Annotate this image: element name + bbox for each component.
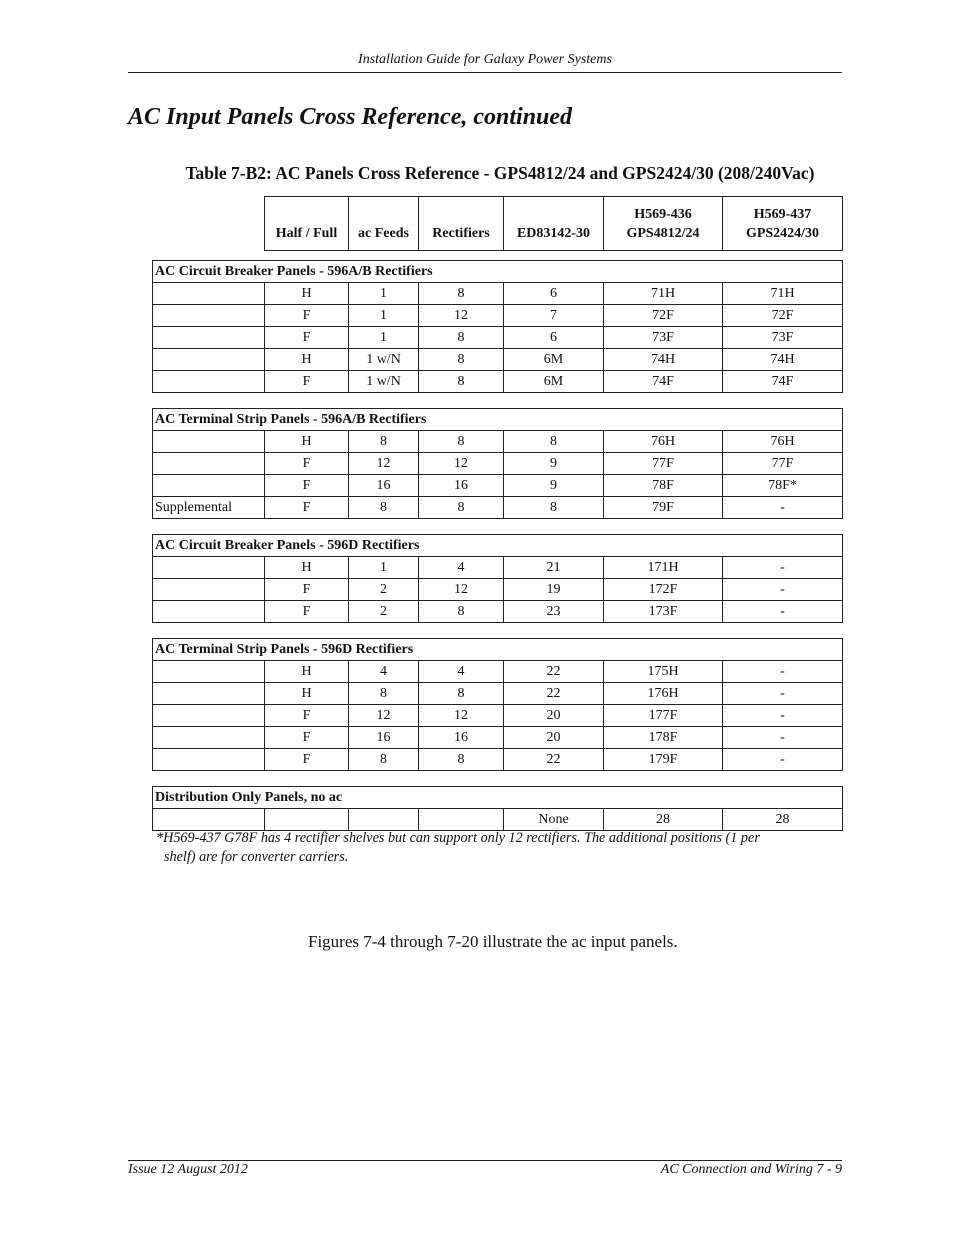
table-cell: F bbox=[265, 705, 349, 727]
table-cell: F bbox=[265, 305, 349, 327]
table-cell: 71H bbox=[723, 283, 843, 305]
table-cell: 172F bbox=[604, 579, 723, 601]
table-cell: None bbox=[504, 809, 604, 831]
page-title: AC Input Panels Cross Reference, continued bbox=[128, 104, 573, 130]
section-table bbox=[152, 260, 843, 393]
table-row bbox=[153, 453, 843, 475]
table-cell: 8 bbox=[419, 371, 504, 393]
table-row bbox=[153, 601, 843, 623]
table-cell: 28 bbox=[723, 809, 843, 831]
table-row bbox=[153, 661, 843, 683]
table-cell: 8 bbox=[419, 283, 504, 305]
table-cell: F bbox=[265, 727, 349, 749]
table-cell bbox=[153, 305, 265, 327]
table-cell: 78F bbox=[604, 475, 723, 497]
table-cell: 8 bbox=[349, 683, 419, 705]
table-cell: - bbox=[723, 497, 843, 519]
table-cell: 7 bbox=[504, 305, 604, 327]
table-cell: 8 bbox=[504, 497, 604, 519]
table-cell: 22 bbox=[504, 683, 604, 705]
section-table bbox=[152, 786, 843, 831]
table-cell: F bbox=[265, 371, 349, 393]
table-cell: 4 bbox=[419, 557, 504, 579]
table-cell: 28 bbox=[604, 809, 723, 831]
table-cell: 8 bbox=[349, 749, 419, 771]
table-cell: 8 bbox=[349, 497, 419, 519]
column-header-table bbox=[264, 196, 843, 251]
table-cell: 73F bbox=[723, 327, 843, 349]
table-cell bbox=[153, 705, 265, 727]
table-cell: 173F bbox=[604, 601, 723, 623]
table-cell bbox=[153, 283, 265, 305]
table-row bbox=[153, 327, 843, 349]
table-cell: Supplemental bbox=[153, 497, 265, 519]
table-cell: 71H bbox=[604, 283, 723, 305]
table-cell: 12 bbox=[419, 305, 504, 327]
footer-issue: Issue 12 August 2012 bbox=[128, 1162, 248, 1177]
table-cell: F bbox=[265, 475, 349, 497]
footer-page: AC Connection and Wiring 7 - 9 bbox=[660, 1162, 842, 1177]
table-cell: 4 bbox=[419, 661, 504, 683]
table-cell: - bbox=[723, 683, 843, 705]
section-table bbox=[152, 408, 843, 519]
footnote-line2: shelf) are for converter carriers. bbox=[164, 849, 349, 865]
table-cell: 6 bbox=[504, 283, 604, 305]
table-cell bbox=[153, 431, 265, 453]
table-row bbox=[153, 579, 843, 601]
table-row bbox=[153, 371, 843, 393]
table-cell bbox=[349, 809, 419, 831]
table-cell bbox=[153, 683, 265, 705]
table-cell: 16 bbox=[349, 475, 419, 497]
table-row bbox=[153, 683, 843, 705]
table-cell: 1 bbox=[349, 557, 419, 579]
table-cell: H bbox=[265, 349, 349, 371]
table-cell bbox=[153, 749, 265, 771]
table-cell: 22 bbox=[504, 749, 604, 771]
table-cell bbox=[153, 579, 265, 601]
table-cell: 178F bbox=[604, 727, 723, 749]
table-cell: 1 w/N bbox=[349, 371, 419, 393]
table-cell: 22 bbox=[504, 661, 604, 683]
section-title: Distribution Only Panels, no ac bbox=[153, 787, 843, 809]
table-cell: 177F bbox=[604, 705, 723, 727]
column-header-h569-437 bbox=[723, 197, 843, 251]
table-cell: 9 bbox=[504, 475, 604, 497]
table-cell bbox=[419, 809, 504, 831]
table-cell: 74F bbox=[604, 371, 723, 393]
table-cell: 12 bbox=[419, 705, 504, 727]
table-cell: 16 bbox=[419, 475, 504, 497]
table-cell: 72F bbox=[604, 305, 723, 327]
table-cell: 179F bbox=[604, 749, 723, 771]
table-cell: 8 bbox=[419, 683, 504, 705]
table-cell: 76H bbox=[723, 431, 843, 453]
table-cell: 20 bbox=[504, 705, 604, 727]
table-row bbox=[153, 349, 843, 371]
table-cell bbox=[153, 601, 265, 623]
table-cell: 6 bbox=[504, 327, 604, 349]
column-header-h569-436-line2: GPS4812/24 bbox=[626, 226, 700, 241]
table-cell: 8 bbox=[419, 749, 504, 771]
table-row bbox=[153, 557, 843, 579]
table-row bbox=[153, 705, 843, 727]
table-cell bbox=[153, 809, 265, 831]
table-cell bbox=[153, 371, 265, 393]
table-cell: F bbox=[265, 601, 349, 623]
table-cell: - bbox=[723, 601, 843, 623]
table-cell: F bbox=[265, 327, 349, 349]
column-header-half-full: Half / Full bbox=[265, 197, 349, 251]
table-cell: 76H bbox=[604, 431, 723, 453]
table-row bbox=[153, 305, 843, 327]
table-cell: H bbox=[265, 661, 349, 683]
table-row bbox=[153, 727, 843, 749]
table-cell: 8 bbox=[419, 349, 504, 371]
table-cell: H bbox=[265, 431, 349, 453]
table-cell: H bbox=[265, 683, 349, 705]
table-cell: F bbox=[265, 497, 349, 519]
table-cell: 6M bbox=[504, 349, 604, 371]
table-row bbox=[153, 283, 843, 305]
table-cell: 79F bbox=[604, 497, 723, 519]
footnote bbox=[156, 829, 836, 867]
column-header-h569-436-line1: H569-436 bbox=[634, 207, 692, 222]
table-row bbox=[153, 809, 843, 831]
table-cell: 12 bbox=[349, 453, 419, 475]
table-cell: 8 bbox=[349, 431, 419, 453]
table-cell: 8 bbox=[419, 431, 504, 453]
table-cell: 12 bbox=[349, 705, 419, 727]
table-cell: 171H bbox=[604, 557, 723, 579]
column-header-h569-437-line2: GPS2424/30 bbox=[745, 226, 820, 241]
section-table bbox=[152, 638, 843, 771]
table-cell: 9 bbox=[504, 453, 604, 475]
column-header-ac-feeds: ac Feeds bbox=[349, 197, 419, 251]
table-cell: 176H bbox=[604, 683, 723, 705]
table-cell: F bbox=[265, 453, 349, 475]
table-cell bbox=[153, 349, 265, 371]
table-cell: 19 bbox=[504, 579, 604, 601]
table-cell: 21 bbox=[504, 557, 604, 579]
table-cell bbox=[153, 475, 265, 497]
table-cell: 1 bbox=[349, 327, 419, 349]
table-cell: 16 bbox=[349, 727, 419, 749]
section-title: AC Terminal Strip Panels - 596D Rectifiers bbox=[153, 639, 843, 661]
table-cell: 8 bbox=[419, 327, 504, 349]
table-cell: 73F bbox=[604, 327, 723, 349]
table-cell: 77F bbox=[604, 453, 723, 475]
table-cell: H bbox=[265, 557, 349, 579]
table-cell: 6M bbox=[504, 371, 604, 393]
table-cell: H bbox=[265, 283, 349, 305]
table-cell: 77F bbox=[723, 453, 843, 475]
table-cell: 74F bbox=[723, 371, 843, 393]
table-cell: 8 bbox=[504, 431, 604, 453]
table-cell: 74H bbox=[604, 349, 723, 371]
table-cell: F bbox=[265, 749, 349, 771]
table-row bbox=[153, 497, 843, 519]
table-cell: - bbox=[723, 579, 843, 601]
table-cell: 175H bbox=[604, 661, 723, 683]
table-cell: - bbox=[723, 557, 843, 579]
table-cell: 20 bbox=[504, 727, 604, 749]
footer-rule bbox=[128, 1160, 842, 1161]
table-cell: 2 bbox=[349, 601, 419, 623]
table-cell bbox=[153, 661, 265, 683]
table-cell: 1 bbox=[349, 305, 419, 327]
table-cell bbox=[265, 809, 349, 831]
footnote-line1: *H569-437 G78F has 4 rectifier shelves but can support only 12 rectifiers. The additional positions (1 per bbox=[156, 830, 760, 846]
column-header-h569-437-line1: H569-437 bbox=[753, 207, 812, 222]
table-cell: 74H bbox=[723, 349, 843, 371]
table-cell: - bbox=[723, 727, 843, 749]
table-cell: 16 bbox=[419, 727, 504, 749]
column-header-rectifiers: Rectifiers bbox=[419, 197, 504, 251]
table-cell: 72F bbox=[723, 305, 843, 327]
table-cell: F bbox=[265, 579, 349, 601]
table-cell: 8 bbox=[419, 497, 504, 519]
table-cell: 2 bbox=[349, 579, 419, 601]
table-cell: 12 bbox=[419, 453, 504, 475]
table-row bbox=[153, 431, 843, 453]
table-cell: 1 bbox=[349, 283, 419, 305]
header-rule bbox=[128, 72, 842, 73]
table-caption: Table 7-B2: AC Panels Cross Reference - GPS4812/24 and GPS2424/30 (208/240Vac) bbox=[185, 163, 815, 183]
table-row bbox=[153, 749, 843, 771]
section-title: AC Circuit Breaker Panels - 596D Rectifiers bbox=[153, 535, 843, 557]
running-header: Installation Guide for Galaxy Power Systems bbox=[358, 52, 612, 67]
column-header-ed83142: ED83142-30 bbox=[504, 197, 604, 251]
table-cell: - bbox=[723, 749, 843, 771]
table-cell: - bbox=[723, 705, 843, 727]
column-header-h569-436 bbox=[604, 197, 723, 251]
table-cell: - bbox=[723, 661, 843, 683]
table-cell bbox=[153, 727, 265, 749]
table-cell: 1 w/N bbox=[349, 349, 419, 371]
table-cell: 4 bbox=[349, 661, 419, 683]
table-cell: 12 bbox=[419, 579, 504, 601]
table-cell: 23 bbox=[504, 601, 604, 623]
table-cell bbox=[153, 557, 265, 579]
table-cell bbox=[153, 327, 265, 349]
table-cell: 78F* bbox=[723, 475, 843, 497]
table-row bbox=[153, 475, 843, 497]
body-paragraph: Figures 7-4 through 7-20 illustrate the ac input panels. bbox=[308, 932, 678, 951]
table-cell bbox=[153, 453, 265, 475]
section-table bbox=[152, 534, 843, 623]
table-cell: 8 bbox=[419, 601, 504, 623]
section-title: AC Terminal Strip Panels - 596A/B Rectifiers bbox=[153, 409, 843, 431]
section-title: AC Circuit Breaker Panels - 596A/B Rectifiers bbox=[153, 261, 843, 283]
